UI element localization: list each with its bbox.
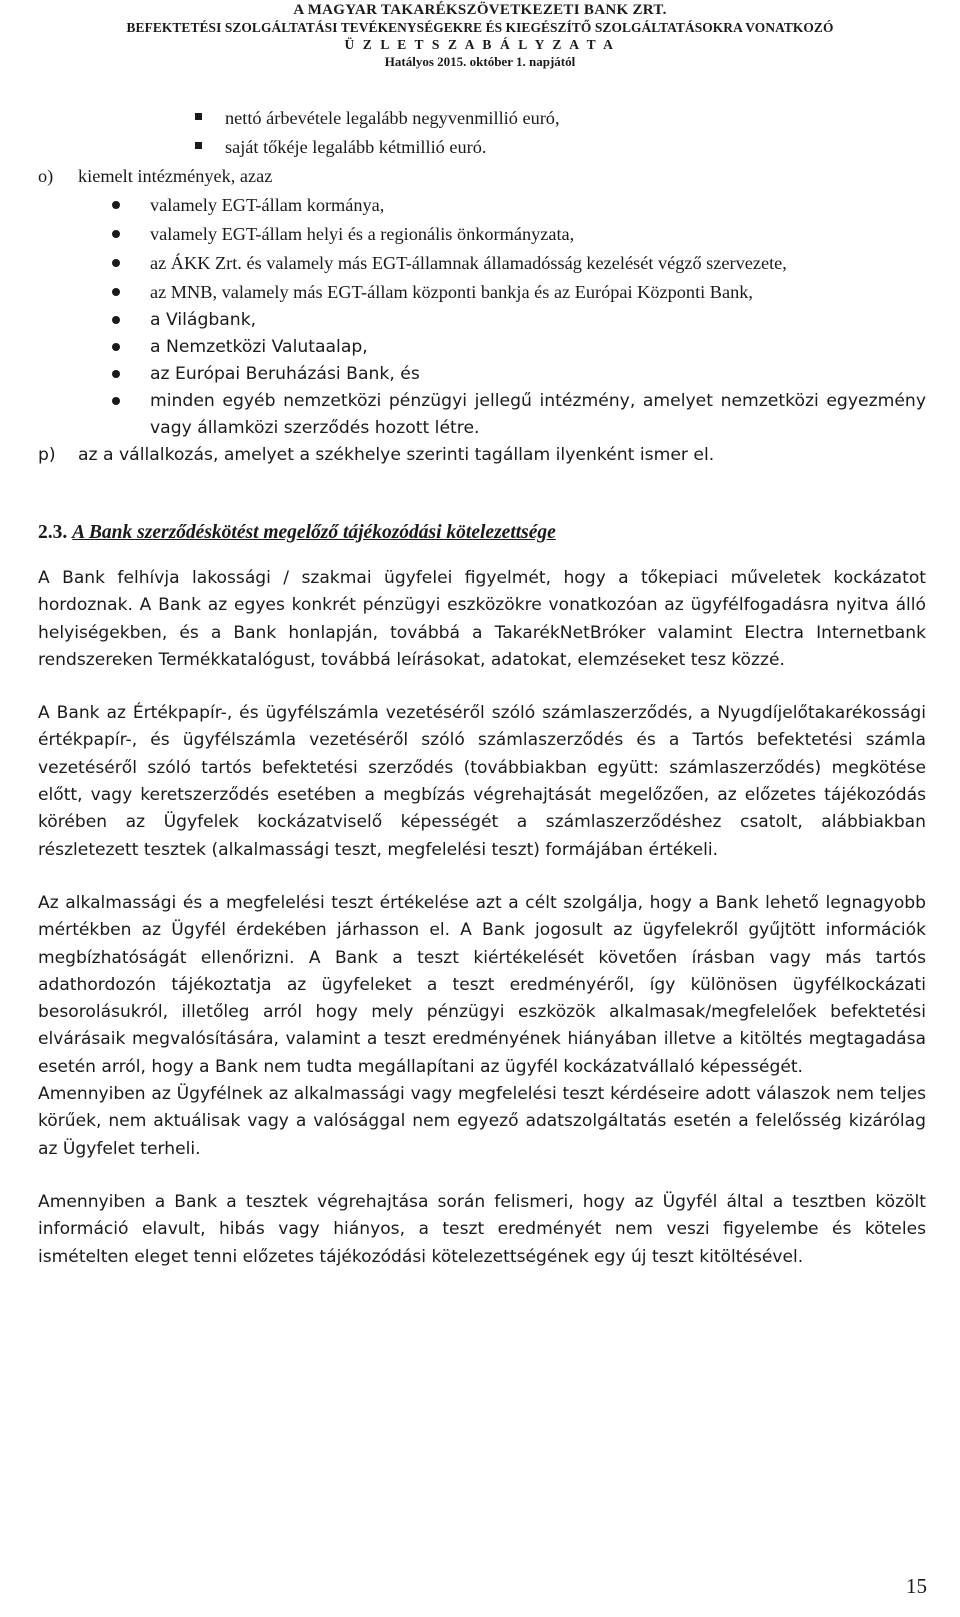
page-number: 15 [906,1574,927,1598]
header-effective-date: Hatályos 2015. október 1. napjától [384,54,576,69]
paragraph: A Bank az Értékpapír-, és ügyfélszámla vezetéséről szóló számlaszerződés, a Nyugdíjelőtakarékossági értékpapír-, és ügyfélszámla vezetéséről szóló számlaszerződés és a Tartós befektetési számla vezetéséről szóló tartós befektetési szerződés (továbbiakban együtt: számlaszerződés) megkötése előtt, vagy keretszerződés esetében a megbízás végrehajtását megelőzően, az előzetes tájékozódás körében az Ügyfelek kockázatviselő képességét a számlaszerződéshez csatolt, alábbiakban részletezett tesztek (alkalmassági teszt, megfelelési teszt) formájában értékeli. [38,703,926,860]
list-item [38,191,926,220]
top-list-continued [38,307,926,469]
list-item-p [38,442,926,469]
dot-bullet-icon [112,201,120,209]
paragraph: Az alkalmassági és a megfelelési teszt értékelése azt a célt szolgálja, hogy a Bank lehető legnagyobb mértékben az Ügyfél érdekében járhasson el. A Bank jogosult az ügyfelekről gyűjtött információk megbízhatóságát ellenőrizni. A Bank a teszt kiértékelését követően írásban vagy más tartós adathordozón tájékoztatja az ügyfeleket a teszt eredményéről, így különösen ügyfélkockázati besorolásukról, illetőleg arról hogy mely pénzügyi eszközök alkalmasak/megfelelőek befektetési elvárásaik megvalósítására, valamint a teszt eredményének hiányában illetve a kitöltés megtagadása esetén arról, hogy a Bank nem tudta megállapítani az ügyfél kockázatvállaló képességét. [38,892,926,1077]
square-bullet-icon [195,142,202,149]
list-item [38,361,926,388]
dot-bullet-icon [112,230,120,238]
list-item-text: kiemelt intézmények, azaz [78,166,273,186]
list-item-text: a Nemzetközi Valutaalap, [150,337,368,357]
list-item-text: saját tőkéje legalább kétmillió euró. [225,137,487,157]
top-list [38,104,926,307]
list-marker: o) [38,166,54,186]
paragraph: A Bank felhívja lakossági / szakmai ügyfelei figyelmét, hogy a tőkepiaci műveletek kockázatot hordoznak. A Bank az egyes konkrét pénzügyi eszközökre vonatkozóan az ügyfélfogadásra nyitva álló helyiségekben, és a Bank honlapján, továbbá a TakarékNetBróker valamint Electra Internetbank rendszereken Termékkatalógust, továbbá leírásokat, adatokat, elemzéseket tesz közzé. [38,568,926,670]
list-item-text: nettó árbevétele legalább negyvenmillió euró, [225,108,560,128]
dot-bullet-icon [112,370,120,378]
list-item-text: valamely EGT-állam helyi és a regionális önkormányzata, [150,224,575,244]
list-item [38,334,926,361]
list-item [38,133,926,162]
list-item [38,388,926,442]
paragraph: Amennyiben a Bank a tesztek végrehajtása során felismeri, hogy az Ügyfél által a tesztben közölt információ elavult, hibás vagy hiányos, a teszt eredményét nem veszi figyelembe és köteles ismételten eleget tenni előzetes tájékozódási kötelezettségének egy új teszt kitöltésével. [38,1191,926,1267]
list-item [38,220,926,249]
list-item-text: az MNB, valamely más EGT-állam központi bankja és az Európai Központi Bank, [150,282,753,302]
list-item [38,278,926,307]
section-number: 2.3. [38,522,68,543]
square-bullet-icon [195,113,202,120]
header-subtitle: BEFEKTETÉSI SZOLGÁLTATÁSI TEVÉKENYSÉGEKRE ÉS KIEGÉSZÍTŐ SZOLGÁLTATÁSOKRA VONATKOZÓ [126,20,834,35]
list-item-text: valamely EGT-állam kormánya, [150,195,385,215]
section-heading [38,519,926,547]
list-item [38,307,926,334]
dot-bullet-icon [112,316,120,324]
list-item [38,249,926,278]
dot-bullet-icon [112,288,120,296]
list-item-text: az ÁKK Zrt. és valamely más EGT-államnak államadósság kezelését végző szervezete, [150,253,787,273]
dot-bullet-icon [112,259,120,267]
list-item-o [38,162,926,191]
list-item-text: minden egyéb nemzetközi pénzügyi jellegű intézmény, amelyet nemzetközi egyezmény vagy államközi szerződés hozott létre. [150,391,926,438]
list-item [38,104,926,133]
dot-bullet-icon [112,343,120,351]
document-header [0,2,960,70]
header-document-type: Ü Z L E T S Z A B Á L Y Z A T A [344,37,616,52]
list-marker: p) [38,445,56,465]
list-item-text: az Európai Beruházási Bank, és [150,364,420,384]
list-item-text: az a vállalkozás, amelyet a székhelye szerinti tagállam ilyenként ismer el. [78,445,715,465]
paragraph: Amennyiben az Ügyfélnek az alkalmassági vagy megfelelési teszt kérdéseire adott válaszok nem teljes körűek, nem aktuálisak vagy a valósággal nem egyező adatszolgáltatás esetén a felelősség kizárólag az Ügyfelet terheli. [38,1084,926,1159]
header-bank-name: A MAGYAR TAKARÉKSZÖVETKEZETI BANK ZRT. [293,2,667,18]
section-title: A Bank szerződéskötést megelőző tájékozódási kötelezettsége [72,522,556,543]
dot-bullet-icon [112,397,120,405]
page-content [38,104,926,1271]
list-item-text: a Világbank, [150,310,257,330]
